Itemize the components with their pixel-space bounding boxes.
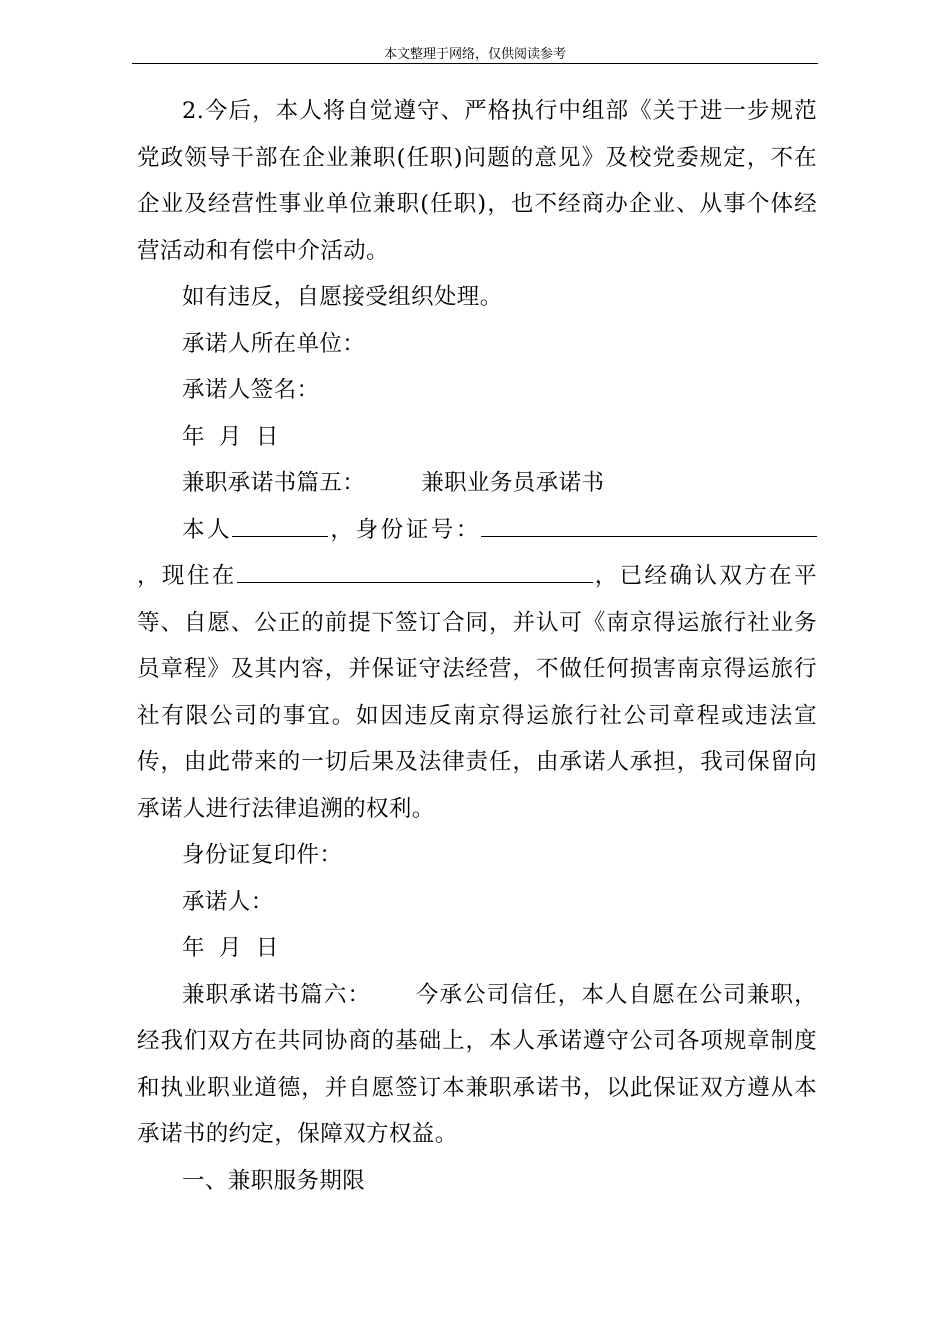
date-day: 日	[255, 423, 279, 450]
date-month: 月	[218, 935, 242, 961]
section-6-label: 兼职承诺书篇六：	[182, 981, 372, 1008]
paragraph-id-copy-label: 身份证复印件：	[182, 842, 343, 868]
header-text: 本文整理于网络，仅供阅读参考	[383, 47, 566, 62]
address-blank	[237, 562, 593, 583]
paragraph-date-1	[137, 414, 817, 461]
section-5-title: 兼职业务员承诺书	[421, 470, 605, 496]
date-year: 年	[182, 935, 205, 961]
text-id-label: ，身份证号：	[328, 516, 481, 543]
date-year: 年	[182, 423, 205, 450]
paragraph-agent-commitment	[137, 507, 817, 833]
paragraph-date-2	[137, 925, 817, 972]
text-agreement: ，已经确认双方在平等、自愿、公正的前提下签订合同，并认可《南京得运旅行社业务员章程》及其内容，并保证守法经营，不做任何损害南京得运旅行社有限公司的事宜。如因违反南京得运旅行社公司章程或违法宣传，由此带来的一切后果及法律责任，由承诺人承担，我司保留向承诺人进行法律追溯的权利。	[137, 563, 817, 822]
section-5-heading	[137, 460, 817, 507]
text-self: 本人	[182, 516, 233, 543]
paragraph-service-period-heading: 一、兼职服务期限	[182, 1167, 366, 1194]
section-6-body: 今承公司信任，本人自愿在公司兼职，经我们双方在共同协商的基础上，本人承诺遵守公司各项规章制度和执业职业道德，并自愿签订本兼职承诺书，以此保证双方遵从本承诺书的约定，保障双方权益。	[137, 981, 817, 1147]
date-day: 日	[255, 935, 279, 961]
id-number-blank	[481, 516, 817, 537]
paragraph-promisor-label: 承诺人：	[182, 888, 274, 915]
paragraph-commitment-rules: 2.今后，本人将自觉遵守、严格执行中组部《关于进一步规范党政领导干部在企业兼职(任职)问题的意见》及校党委规定，不在企业及经营性事业单位兼职(任职)，也不经商办企业、从事个体经营活动和有偿中介活动。	[137, 98, 817, 264]
name-blank	[232, 516, 328, 537]
paragraph-violation: 如有违反，自愿接受组织处理。	[182, 284, 503, 310]
page-header	[132, 46, 818, 64]
section-6-paragraph	[137, 972, 817, 1158]
date-month: 月	[218, 423, 242, 450]
section-5-label: 兼职承诺书篇五：	[182, 470, 366, 496]
paragraph-signature-label: 承诺人签名：	[182, 377, 320, 403]
paragraph-unit-label: 承诺人所在单位：	[182, 330, 366, 357]
document-body	[137, 88, 817, 1204]
text-address-label: ，现住在	[137, 563, 237, 589]
